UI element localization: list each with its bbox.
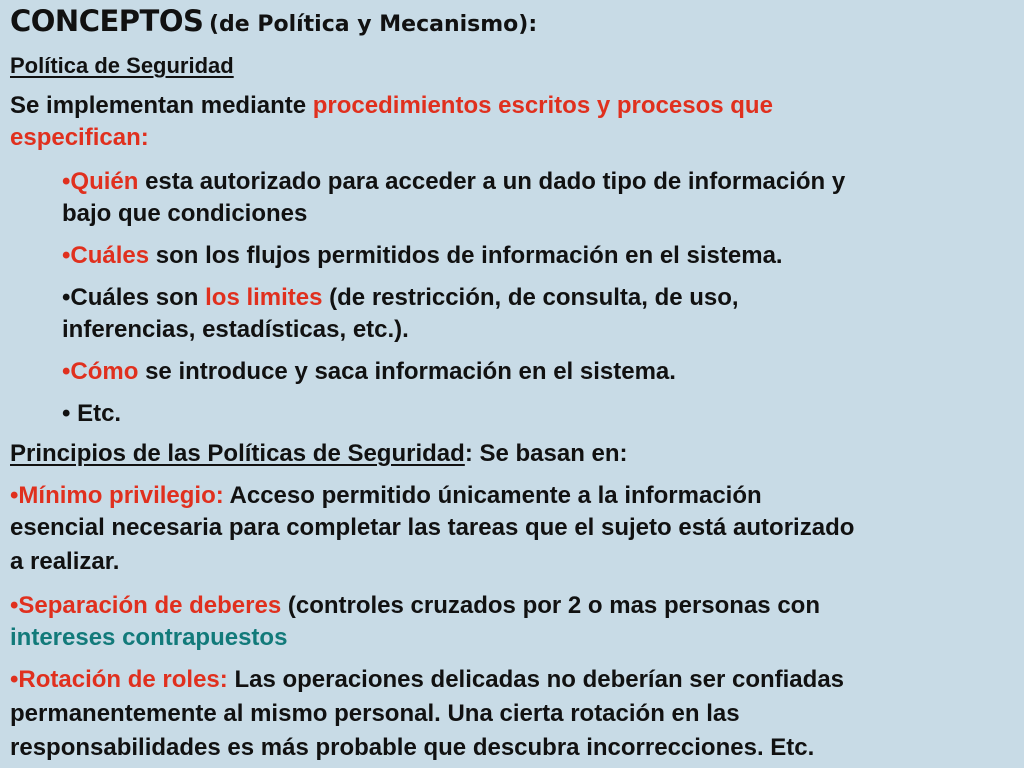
- bullet-limites-key: los limites: [205, 284, 323, 311]
- principle-minimo-text-3: a realizar.: [10, 548, 120, 575]
- principle-rotacion-text-3: responsabilidades es más probable que descubra incorrecciones. Etc.: [10, 734, 815, 761]
- title-paren: (de Política y Mecanismo):: [208, 12, 538, 37]
- principle-minimo: [10, 481, 762, 511]
- bullet-quien-cont: [62, 199, 307, 229]
- bullet-limites: [62, 283, 739, 313]
- principle-rotacion-text-2: permanentemente al mismo personal. Una cierta rotación en las: [10, 700, 740, 727]
- principle-rotacion-text: Las operaciones delicadas no deberían ser confiadas: [227, 666, 845, 693]
- section2-heading: Principios de las Políticas de Seguridad: [10, 440, 465, 467]
- principle-rotacion-cont-2: [10, 733, 814, 763]
- principle-separacion-text: (controles cruzados por 2 o mas personas con: [281, 592, 820, 619]
- principle-minimo-text-2: esencial necesaria para completar las tareas que el sujeto está autorizado: [10, 514, 855, 541]
- bullet-etc: [62, 399, 121, 429]
- bullet-cuales-flujos: [62, 241, 783, 271]
- bullet-quien-text: esta autorizado para acceder a un dado tipo de información y: [138, 168, 846, 195]
- intro-text: Se implementan mediante: [10, 92, 313, 119]
- section2-heading-rest: : Se basan en:: [464, 440, 628, 467]
- bullet-como-text: se introduce y saca información en el sistema.: [138, 358, 676, 385]
- principle-separacion-teal: intereses contrapuestos: [10, 624, 288, 651]
- bullet-cuales-key: •Cuáles: [62, 242, 150, 269]
- principle-minimo-key: •Mínimo privilegio:: [10, 482, 224, 509]
- principle-separacion-key: •Separación de deberes: [10, 592, 282, 619]
- principle-rotacion-key: •Rotación de roles:: [10, 666, 228, 693]
- slide-title: [10, 4, 537, 38]
- bullet-limites-lead: •Cuáles son: [62, 284, 206, 311]
- principle-minimo-text: Acceso permitido únicamente a la información: [223, 482, 762, 509]
- bullet-etc-text: • Etc.: [62, 400, 122, 427]
- title-main: CONCEPTOS: [10, 4, 204, 38]
- principle-rotacion-cont-1: [10, 699, 740, 729]
- intro-line-1: [10, 91, 773, 121]
- bullet-limites-cont: [62, 315, 409, 345]
- intro-line-2: [10, 123, 149, 153]
- intro-highlight: procedimientos escritos y procesos que: [312, 92, 773, 119]
- bullet-cuales-text: son los flujos permitidos de información en el sistema.: [149, 242, 783, 269]
- intro-highlight-cont: especifican:: [10, 124, 149, 151]
- principle-rotacion: [10, 665, 844, 695]
- bullet-limites-text-2: inferencias, estadísticas, etc.).: [62, 316, 409, 343]
- section2-heading-line: [10, 439, 628, 469]
- principle-minimo-cont-1: [10, 513, 854, 543]
- section1-heading-line: [10, 51, 234, 81]
- bullet-como: [62, 357, 676, 387]
- bullet-como-key: •Cómo: [62, 358, 139, 385]
- principle-separacion-cont: [10, 623, 287, 653]
- bullet-quien: [62, 167, 845, 197]
- bullet-limites-text: (de restricción, de consulta, de uso,: [322, 284, 739, 311]
- bullet-quien-text-2: bajo que condiciones: [62, 200, 308, 227]
- section1-heading: Política de Seguridad: [10, 53, 234, 78]
- principle-minimo-cont-2: [10, 547, 119, 577]
- bullet-quien-key: •Quién: [62, 168, 139, 195]
- principle-separacion: [10, 591, 820, 621]
